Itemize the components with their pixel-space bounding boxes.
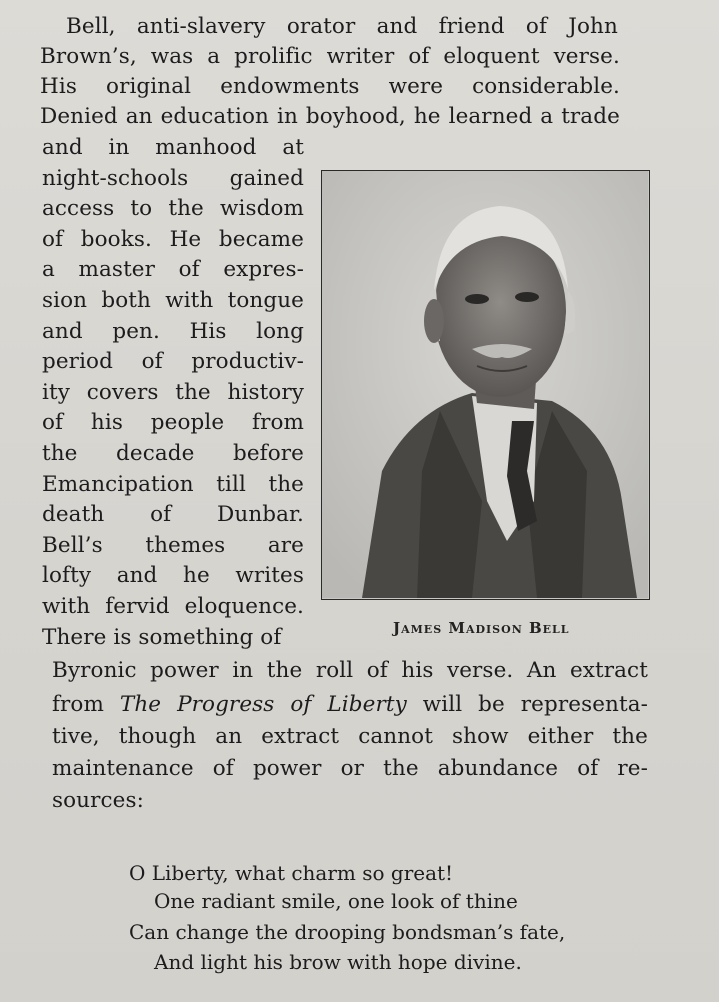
narrow-line: of books. He became — [42, 226, 304, 252]
verse-line-4: And light his brow with hope divine. — [154, 950, 522, 974]
after-line-1: Byronic power in the roll of his verse. An extract — [52, 658, 648, 683]
narrow-line: access to the wisdom — [42, 196, 304, 222]
narrow-line: death of Dunbar. — [42, 502, 304, 528]
verse-line-1: O Liberty, what charm so great! — [129, 861, 454, 885]
narrow-line: Emancipation till the — [42, 471, 304, 497]
paragraph-line-4: Denied an education in boyhood, he learned a trade — [40, 104, 620, 129]
portrait-photo-frame — [321, 170, 650, 600]
paragraph-line-1: Bell, anti-slavery orator and friend of John — [66, 14, 618, 39]
verse-line-2: One radiant smile, one look of thine — [154, 889, 518, 913]
after-line-3: tive, though an extract cannot show either the — [52, 724, 648, 749]
narrow-line: with fervid eloquence. — [42, 594, 304, 619]
verse-line-3: Can change the drooping bondsman’s fate, — [129, 920, 566, 944]
narrow-line: of his people from — [42, 410, 304, 436]
narrow-line: and pen. His long — [42, 318, 304, 344]
narrow-line: sion both with tongue — [42, 288, 304, 313]
narrow-line: There is something of — [42, 624, 282, 650]
narrow-line: the decade before — [42, 441, 304, 466]
after-line-5: sources: — [52, 788, 144, 813]
paragraph-line-3: His original endowments were considerable. — [40, 74, 620, 99]
portrait-photo — [322, 171, 648, 598]
after-line-4: maintenance of power or the abundance of re- — [52, 756, 648, 781]
book-title: The Progress of Liberty — [119, 692, 407, 717]
portrait-caption: James Madison Bell — [393, 619, 570, 637]
after-line-2: from The Progress of Liberty will be representa- — [52, 692, 648, 717]
narrow-line: period of productiv- — [42, 349, 304, 375]
narrow-line: lofty and he writes — [42, 563, 304, 589]
narrow-line: a master of expres- — [42, 257, 304, 283]
narrow-line: night-schools gained — [42, 165, 304, 191]
narrow-line: ity covers the history — [42, 379, 304, 405]
paragraph-line-2: Brown’s, was a prolific writer of eloquent verse. — [40, 44, 620, 69]
narrow-line: and in manhood at — [42, 135, 304, 160]
narrow-line: Bell’s themes are — [42, 532, 304, 558]
